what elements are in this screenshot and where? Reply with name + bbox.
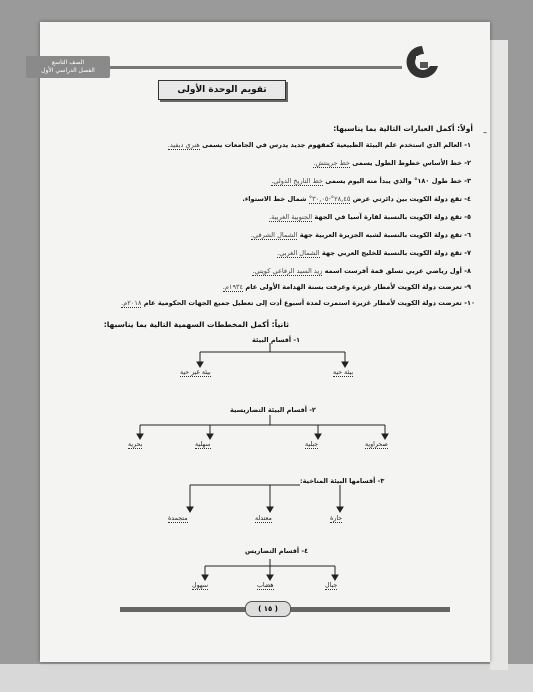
bullet-dash: –	[483, 128, 487, 137]
part2-heading: ثانياً: أكمل المخططات السهمية التالية بما يناسبها:	[103, 320, 289, 329]
answer-text: خط التاريخ الدولي.	[271, 177, 323, 185]
answer-text: ٢٨,٤٥°-٣٠,٠٥°	[308, 195, 351, 203]
term-label: الفصل الدراسي الأول	[41, 67, 95, 74]
answer-text: خط جرينتش.	[313, 159, 350, 167]
diagram-3-leaf: متجمدة	[168, 515, 188, 522]
diagram-1-title: ١- أقسام البيئة	[252, 336, 301, 344]
answer-text: ١٩٣٤م.	[222, 283, 244, 291]
grade-label: الصف التاسع	[51, 59, 85, 66]
answer-text: ٢٠١٨م.	[121, 299, 142, 307]
unit-title: تقويم الوحدة الأولى	[158, 80, 286, 100]
question-item: ٦- تقع دولة الكويت بالنسبة لشبه الجزيرة العربية جهة الشمال الشرقي.	[250, 231, 471, 239]
question-item: ١٠- تعرضت دولة الكويت لأمطار غزيرة استمرت لمدة أسبوع أدت إلى تعطيل جميع الجهات الحكومية عام ٢٠١٨م.	[121, 299, 475, 307]
question-item: ٢- خط الأساس خطوط الطول يسمى خط جرينتش.	[313, 159, 471, 167]
diagram-2-leaf: بحرية	[128, 441, 143, 448]
diagram-4-title: ٤- أقسام التضاريس	[245, 547, 309, 555]
diagram-2-leaf: سهلية	[195, 441, 211, 448]
question-item: ١- العالم الذي استخدم علم البيئة الطبيعية كمفهوم جديد يدرس في الجامعات يسمى هنري ديفيد.	[167, 141, 471, 149]
part1-heading: أولاً: أكمل العبارات التالية بما يناسبها:	[333, 124, 473, 133]
diagram-4-leaf: سهول	[192, 582, 209, 589]
answer-text: الجنوبية الغربية.	[269, 213, 313, 221]
answer-text: هنري ديفيد.	[167, 141, 200, 149]
diagram-2-leaf: جبلية	[305, 441, 319, 448]
diagram-1-leaf: بيئة حية	[333, 369, 354, 376]
diagram-2-leaf: صحراوية	[365, 441, 388, 448]
diagram-1-leaf: بيئة غير حية	[180, 369, 211, 376]
question-item: ٨- أول رياضي عربي تسلق قمة أفرست اسمه زيد السيد الرفاعي كويتي.	[252, 267, 471, 275]
question-item: ٤- تقع دولة الكويت بين دائرتي عرض ٢٨,٤٥°-٣٠,٠٥° شمال خط الاستواء.	[242, 195, 471, 203]
diagram-2-title: ٢- أقسام البيئة التضاريسية	[230, 406, 316, 414]
diagram-3-leaf: حارة	[330, 515, 343, 522]
question-item: ٣- خط طول ١٨٠° والذي يبدأ منه اليوم يسمى خط التاريخ الدولي.	[271, 177, 471, 185]
answer-text: زيد السيد الرفاعي كويتي.	[252, 267, 323, 275]
diagram-4-leaf: جبال	[325, 582, 338, 589]
page-number: ( ١٥ )	[245, 601, 291, 617]
question-item: ٧- تقع دولة الكويت بالنسبة للخليج العربي جهة الشمال الغربي.	[277, 249, 471, 257]
diagram-4-leaf: هضاب	[257, 582, 274, 589]
question-item: ٩- تعرضت دولة الكويت لأمطار غزيرة وعرفت بسنة الهدامة الأولى عام ١٩٣٤م.	[222, 283, 471, 291]
diagram-3-title: ٣- أقسامها البيئة المناخية:	[300, 477, 385, 485]
answer-text: الشمال الشرقي.	[250, 231, 298, 239]
diagram-3-leaf: معتدلة	[255, 515, 272, 522]
question-item: ٥- تقع دولة الكويت بالنسبة لقارة آسيا في الجهة الجنوبية الغربية.	[269, 213, 471, 221]
answer-text: الشمال الغربي.	[277, 249, 320, 257]
